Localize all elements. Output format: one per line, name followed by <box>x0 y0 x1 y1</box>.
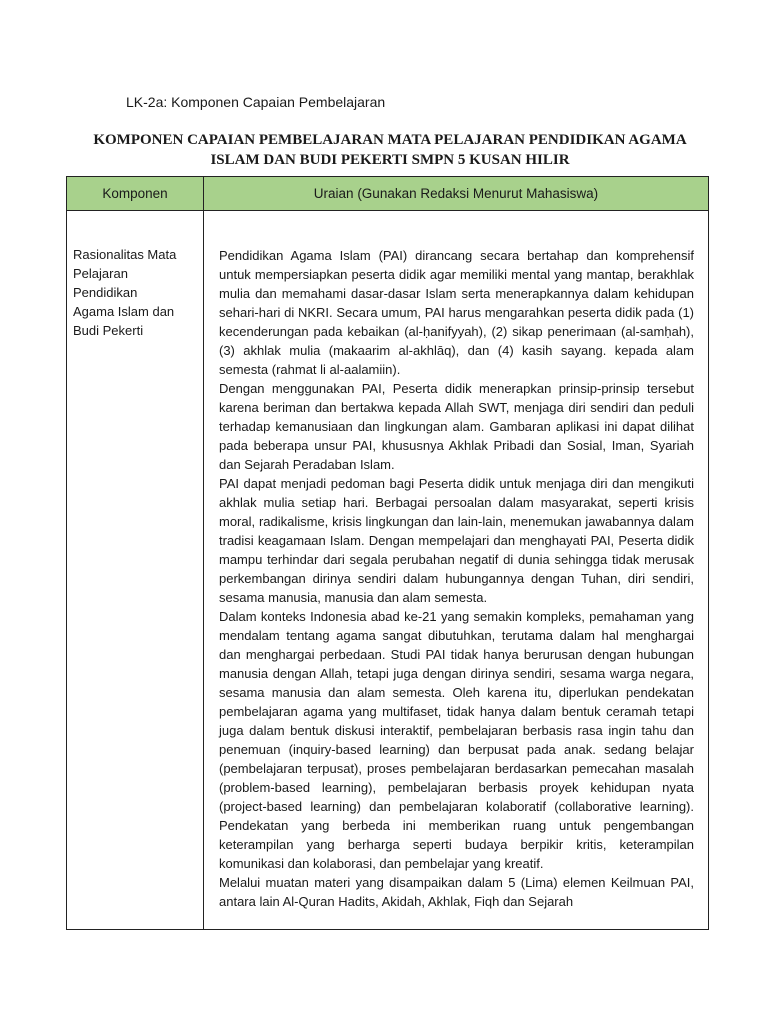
uraian-paragraph: Dengan menggunakan PAI, Peserta didik menerapkan prinsip-prinsip tersebut karena beriman dan bertakwa kepada Allah SWT, menjaga diri sendiri dan peduli terhadap kemanusiaan dan lingkungan alam. Gambaran aplikasi ini dapat dilihat pada beberapa unsur PAI, khususnya Akhlak Pribadi dan Sosial, Iman, Syariah dan Sejarah Peradaban Islam. <box>219 381 694 472</box>
table-header-row <box>67 177 709 211</box>
uraian-cell <box>204 211 709 930</box>
komponen-line: Agama Islam dan <box>73 304 175 319</box>
komponen-text <box>67 211 203 340</box>
capaian-table <box>66 176 709 930</box>
document-title: KOMPONEN CAPAIAN PEMBELAJARAN MATA PELAJARAN PENDIDIKAN AGAMA ISLAM DAN BUDI PEKERTI SMPN 5 KUSAN HILIR <box>93 132 687 168</box>
komponen-line: Pelajaran <box>73 266 128 281</box>
header-komponen: Komponen <box>67 177 204 211</box>
komponen-line: Pendidikan <box>73 285 138 300</box>
table-row <box>67 211 709 930</box>
uraian-paragraph: PAI dapat menjadi pedoman bagi Peserta didik untuk menjaga diri dan mengikuti akhlak mulia setiap hari. Berbagai persoalan dalam masyarakat, seperti krisis moral, radikalisme, krisis lingkungan dan lain-lain, menemukan jawabannya dalam tradisi keagamaan Islam. Dengan mempelajari dan menghayati PAI, Peserta didik mampu terhindar dari segala perubahan negatif di dunia sehingga tidak merusak perkembangan dirinya sendiri dalam hubungannya dengan Tuhan, diri sendiri, sesama manusia, manusia dan alam semesta. <box>219 476 694 605</box>
uraian-paragraph: Pendidikan Agama Islam (PAI) dirancang secara bertahap dan komprehensif untuk mempersiapkan peserta didik agar memiliki mental yang mantap, berakhlak mulia dan memahami dasar-dasar Islam serta menerapkannya dalam kehidupan sehari-hari di NKRI. Secara umum, PAI harus mengarahkan peserta didik pada (1) kecenderungan pada kebaikan (al-ḥanifyyah), (2) sikap penerimaan (al-samḥah), (3) akhlak mulia (makaarim al-akhlāq), dan (4) kasih sayang. kepada alam semesta (rahmat li al-aalamiin). <box>219 248 694 377</box>
komponen-line: Budi Pekerti <box>73 323 144 338</box>
header-uraian: Uraian (Gunakan Redaksi Menurut Mahasiswa) <box>204 177 709 211</box>
uraian-paragraph: Melalui muatan materi yang disampaikan dalam 5 (Lima) elemen Keilmuan PAI, antara lain Al-Quran Hadits, Akidah, Akhlak, Fiqh dan Sejarah <box>219 875 694 909</box>
komponen-line: Rasionalitas Mata <box>73 247 177 262</box>
uraian-paragraph: Dalam konteks Indonesia abad ke-21 yang semakin kompleks, pemahaman yang mendalam tentang agama sangat dibutuhkan, terutama dalam hal menghargai dan menghargai perbedaan. Studi PAI tidak hanya berurusan dengan hubungan manusia dengan Allah, tetapi juga dengan dirinya sendiri, sesama warga negara, sesama manusia dan alam semesta. Oleh karena itu, diperlukan pendekatan pembelajaran agama yang multifaset, tidak hanya dalam bentuk ceramah tetapi juga dalam bentuk diskusi interaktif, pembelajaran berbasis rasa ingin tahu dan penemuan (inquiry-based learning) dan berpusat pada anak. sedang belajar (pembelajaran terpusat), proses pembelajaran berdasarkan pemecahan masalah (problem-based learning), pembelajaran berbasis proyek kehidupan nyata (project-based learning) dan pembelajaran kolaboratif (collaborative learning). Pendekatan yang berbeda ini memberikan ruang untuk pengembangan keterampilan yang berharga seperti budaya berpikir kritis, keterampilan komunikasi dan kolaborasi, dan pembelajar yang kreatif. <box>219 609 694 871</box>
worksheet-label: LK-2a: Komponen Capaian Pembelajaran <box>126 94 386 110</box>
komponen-cell <box>67 211 204 930</box>
uraian-text <box>204 211 708 911</box>
